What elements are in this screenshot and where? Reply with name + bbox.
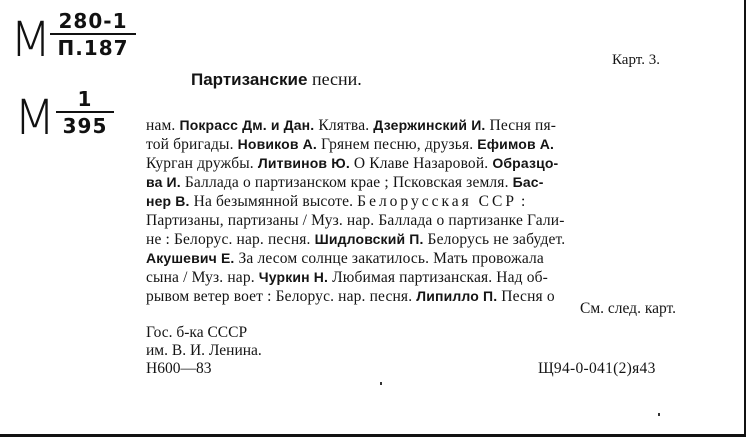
library-imprint	[146, 324, 262, 378]
library-dedication: им. В. И. Ленина.	[146, 342, 262, 359]
shelf-mark-numerator-2: 1	[77, 87, 93, 111]
author-name: Акушевич Е.	[146, 250, 235, 266]
print-speck	[380, 382, 382, 385]
body-text: нам.	[146, 117, 180, 134]
author-name: Дзержинский И.	[373, 117, 486, 133]
body-text: Грянем песню, друзья.	[316, 136, 478, 153]
body-text: не : Белорус. нар. песня.	[146, 231, 315, 248]
shelf-mark-denominator-2: 395	[62, 114, 108, 138]
author-name: Ефимов А.	[477, 136, 555, 152]
author-name: Шидловский П.	[314, 231, 424, 247]
region-heading: Белорусская ССР	[357, 193, 517, 210]
title-main: Партизанские	[191, 70, 308, 89]
catalog-code: Щ94-0-041(2)я43	[538, 360, 656, 377]
shelf-mark-fraction	[50, 10, 136, 59]
author-name: Литвинов Ю.	[257, 155, 350, 171]
author-name: нер В.	[146, 193, 190, 209]
body-text: Курган дружбы.	[146, 155, 258, 172]
body-text: :	[516, 193, 526, 210]
body-text: Баллада о партизанском крае ; Псковская земля.	[180, 174, 513, 191]
body-text: Партизаны, партизаны / Муз. нар. Баллада о партизанке Гали-	[146, 212, 565, 229]
body-text: Любимая партизанская. Над об-	[328, 269, 548, 286]
body-text: Песня пя-	[485, 117, 557, 134]
shelf-mark-denominator: П.187	[57, 36, 129, 60]
body-text: Песня о	[497, 288, 555, 305]
body-text: сына / Муз. нар.	[146, 269, 259, 286]
body-text: О Клаве Назаровой.	[349, 155, 493, 172]
author-name: Новиков А.	[237, 136, 317, 152]
card-number: Карт. 3.	[612, 52, 660, 68]
library-name: Гос. б-ка СССР	[146, 324, 248, 341]
body-text: На безымянной высоте.	[189, 193, 358, 210]
author-name: Липилло П.	[416, 288, 498, 304]
order-number: Н600—83	[146, 360, 212, 377]
author-name: Образцо-	[492, 155, 559, 171]
continuation-note: См. след. карт.	[580, 300, 677, 317]
author-name: Покрасс Дм. и Дан.	[179, 117, 315, 133]
body-text: Белорусь не забудет.	[423, 231, 566, 248]
author-name: ва И.	[146, 174, 181, 190]
author-name: Бас-	[512, 174, 544, 190]
fraction-line-2	[56, 111, 114, 113]
body-text: той бригады.	[146, 136, 238, 153]
body-text: рывом ветер воет : Белорус. нар. песня.	[146, 288, 417, 305]
body-text: За лесом солнце закатилось. Мать провожала	[234, 250, 544, 267]
print-speck	[658, 413, 660, 416]
shelf-mark-numerator: 280-1	[58, 9, 128, 33]
author-name: Чуркин Н.	[258, 269, 329, 285]
shelf-mark-letter-2: М	[14, 90, 56, 146]
card-body	[146, 116, 686, 306]
body-text: Клятва.	[314, 117, 374, 134]
title-rest: песни.	[307, 69, 362, 89]
card-title	[191, 69, 362, 90]
shelf-mark-fraction-2	[56, 88, 114, 137]
shelf-mark-letter: М	[10, 12, 52, 68]
fraction-line	[50, 33, 136, 35]
